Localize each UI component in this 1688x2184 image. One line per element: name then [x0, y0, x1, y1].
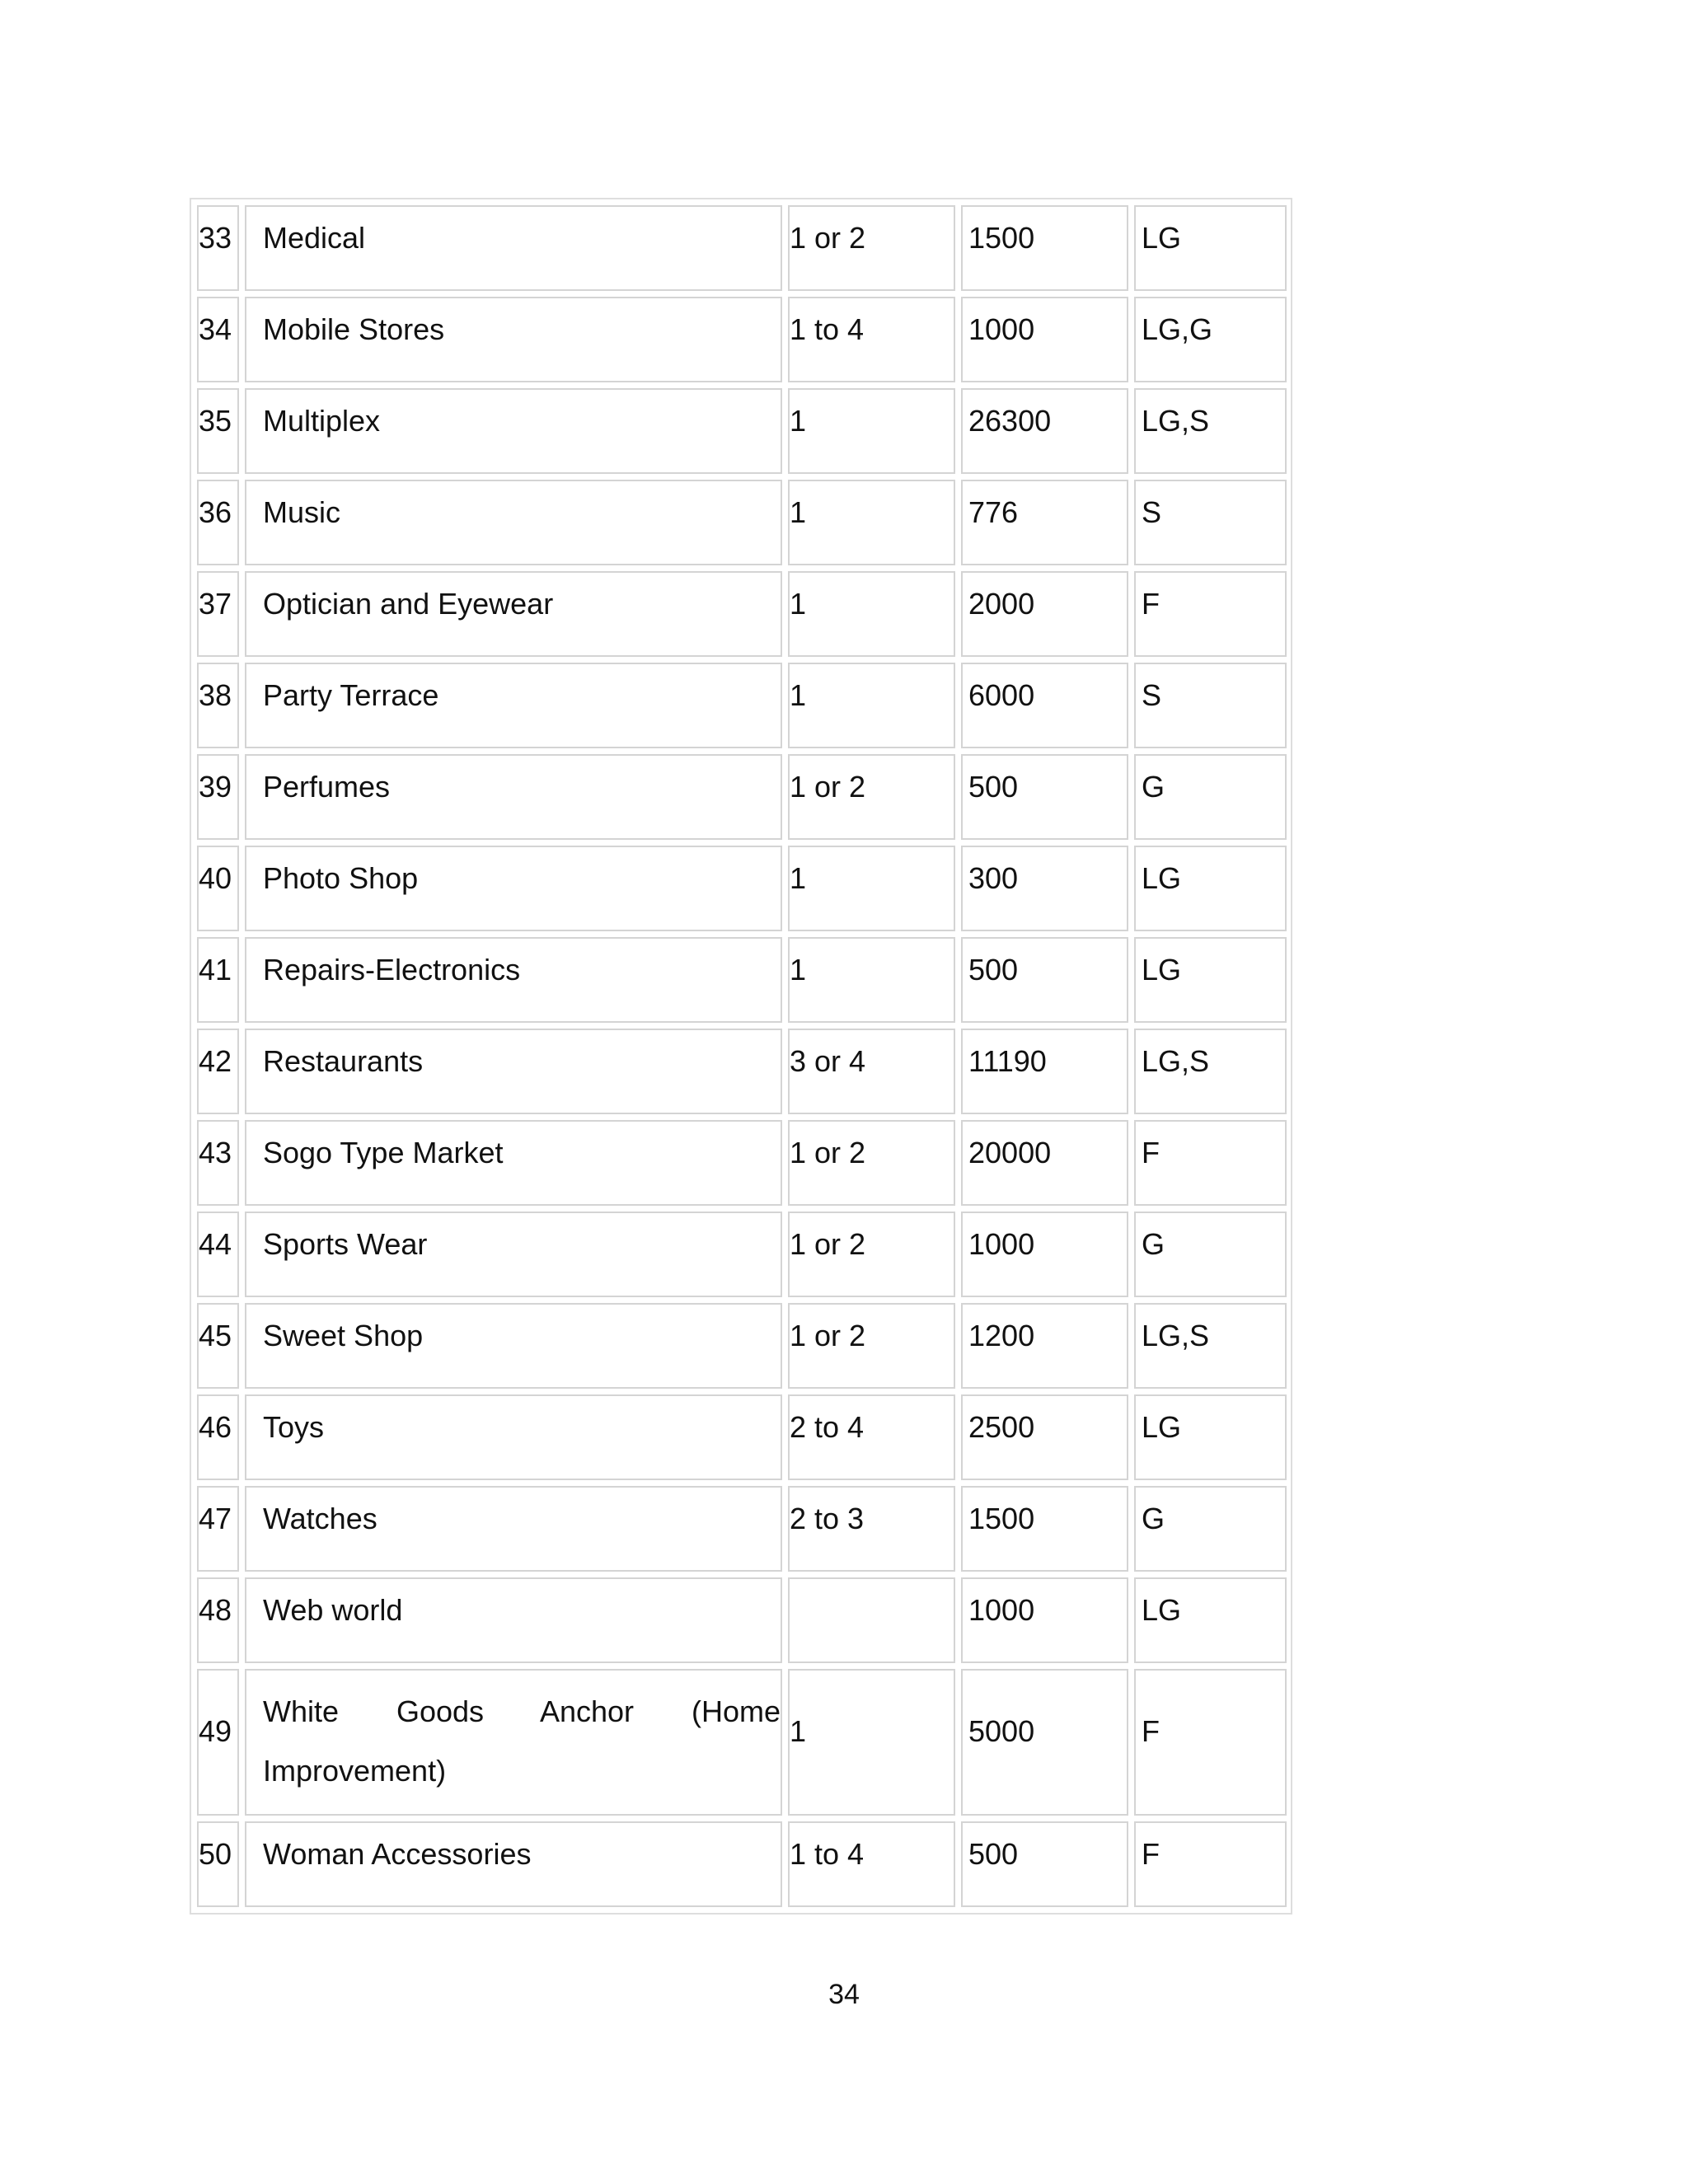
- table-row: [197, 937, 1287, 1023]
- store-category: Party Terrace: [245, 663, 782, 748]
- table-row: [197, 1029, 1287, 1114]
- store-count: 2 to 4: [788, 1394, 955, 1480]
- store-area: 500: [961, 754, 1128, 840]
- table-row: [197, 297, 1287, 382]
- store-category: Restaurants: [245, 1029, 782, 1114]
- store-category: White Goods Anchor (Home Improvement): [245, 1669, 782, 1816]
- table-row: [197, 1669, 1287, 1816]
- store-category: Repairs-Electronics: [245, 937, 782, 1023]
- store-floor: LG,G: [1134, 297, 1287, 382]
- row-number: 35: [197, 388, 239, 474]
- table-row: [197, 754, 1287, 840]
- store-category: Sweet Shop: [245, 1303, 782, 1389]
- store-count: 1: [788, 388, 955, 474]
- store-floor: F: [1134, 1120, 1287, 1206]
- row-number: 48: [197, 1577, 239, 1663]
- row-number: 38: [197, 663, 239, 748]
- store-floor: LG,S: [1134, 388, 1287, 474]
- store-area: 500: [961, 1821, 1128, 1907]
- store-category: Woman Accessories: [245, 1821, 782, 1907]
- row-number: 47: [197, 1486, 239, 1572]
- store-floor: LG: [1134, 1394, 1287, 1480]
- store-area: 2500: [961, 1394, 1128, 1480]
- row-number: 41: [197, 937, 239, 1023]
- store-category: Perfumes: [245, 754, 782, 840]
- row-number: 50: [197, 1821, 239, 1907]
- store-category: Photo Shop: [245, 846, 782, 931]
- store-count: 2 to 3: [788, 1486, 955, 1572]
- table-row: [197, 205, 1287, 291]
- row-number: 42: [197, 1029, 239, 1114]
- store-category: Music: [245, 480, 782, 565]
- store-count: 1: [788, 480, 955, 565]
- store-area: 11190: [961, 1029, 1128, 1114]
- row-number: 39: [197, 754, 239, 840]
- table-row: [197, 388, 1287, 474]
- store-count: 1 to 4: [788, 1821, 955, 1907]
- store-category: Medical: [245, 205, 782, 291]
- table-row: [197, 663, 1287, 748]
- store-count: 1: [788, 1669, 955, 1816]
- store-count: 1 to 4: [788, 297, 955, 382]
- store-area: 500: [961, 937, 1128, 1023]
- store-floor: F: [1134, 1821, 1287, 1907]
- store-area: 1500: [961, 205, 1128, 291]
- row-number: 34: [197, 297, 239, 382]
- store-count: 1 or 2: [788, 1212, 955, 1297]
- table-row: [197, 1120, 1287, 1206]
- store-area: 1000: [961, 1212, 1128, 1297]
- row-number: 46: [197, 1394, 239, 1480]
- store-category: Sports Wear: [245, 1212, 782, 1297]
- store-area: 300: [961, 846, 1128, 931]
- store-area: 20000: [961, 1120, 1128, 1206]
- store-area: 1500: [961, 1486, 1128, 1572]
- store-floor: S: [1134, 663, 1287, 748]
- table-row: [197, 1821, 1287, 1907]
- page-number: 34: [828, 1979, 860, 2010]
- store-floor: LG: [1134, 846, 1287, 931]
- store-floor: LG: [1134, 205, 1287, 291]
- store-floor: S: [1134, 480, 1287, 565]
- table-row: [197, 1394, 1287, 1480]
- store-count: 1: [788, 846, 955, 931]
- store-table: [191, 199, 1292, 1913]
- store-floor: F: [1134, 571, 1287, 657]
- store-count: 1 or 2: [788, 1120, 955, 1206]
- store-category: Multiplex: [245, 388, 782, 474]
- table-row: [197, 846, 1287, 931]
- store-table-body: [197, 205, 1287, 1907]
- store-floor: LG: [1134, 1577, 1287, 1663]
- row-number: 33: [197, 205, 239, 291]
- row-number: 37: [197, 571, 239, 657]
- store-area: 6000: [961, 663, 1128, 748]
- store-category: Toys: [245, 1394, 782, 1480]
- store-area: 26300: [961, 388, 1128, 474]
- store-area: 1000: [961, 297, 1128, 382]
- store-area: 1200: [961, 1303, 1128, 1389]
- store-area: 1000: [961, 1577, 1128, 1663]
- store-count: 1: [788, 571, 955, 657]
- store-floor: G: [1134, 1486, 1287, 1572]
- store-floor: LG,S: [1134, 1303, 1287, 1389]
- row-number: 44: [197, 1212, 239, 1297]
- store-floor: LG,S: [1134, 1029, 1287, 1114]
- table-row: [197, 480, 1287, 565]
- table-row: [197, 571, 1287, 657]
- store-count: 1 or 2: [788, 754, 955, 840]
- store-count: 1: [788, 663, 955, 748]
- store-category: Watches: [245, 1486, 782, 1572]
- row-number: 43: [197, 1120, 239, 1206]
- store-floor: G: [1134, 754, 1287, 840]
- store-count: 1: [788, 937, 955, 1023]
- table-row: [197, 1486, 1287, 1572]
- store-floor: G: [1134, 1212, 1287, 1297]
- row-number: 49: [197, 1669, 239, 1816]
- store-table-frame: [190, 198, 1292, 1915]
- store-category: Optician and Eyewear: [245, 571, 782, 657]
- store-category: Web world: [245, 1577, 782, 1663]
- table-row: [197, 1303, 1287, 1389]
- table-row: [197, 1212, 1287, 1297]
- store-category: Sogo Type Market: [245, 1120, 782, 1206]
- store-area: 5000: [961, 1669, 1128, 1816]
- store-floor: LG: [1134, 937, 1287, 1023]
- store-count: 3 or 4: [788, 1029, 955, 1114]
- row-number: 36: [197, 480, 239, 565]
- store-floor: F: [1134, 1669, 1287, 1816]
- row-number: 45: [197, 1303, 239, 1389]
- row-number: 40: [197, 846, 239, 931]
- store-count: 1 or 2: [788, 205, 955, 291]
- table-row: [197, 1577, 1287, 1663]
- store-count: [788, 1577, 955, 1663]
- store-category: Mobile Stores: [245, 297, 782, 382]
- store-area: 2000: [961, 571, 1128, 657]
- store-area: 776: [961, 480, 1128, 565]
- store-count: 1 or 2: [788, 1303, 955, 1389]
